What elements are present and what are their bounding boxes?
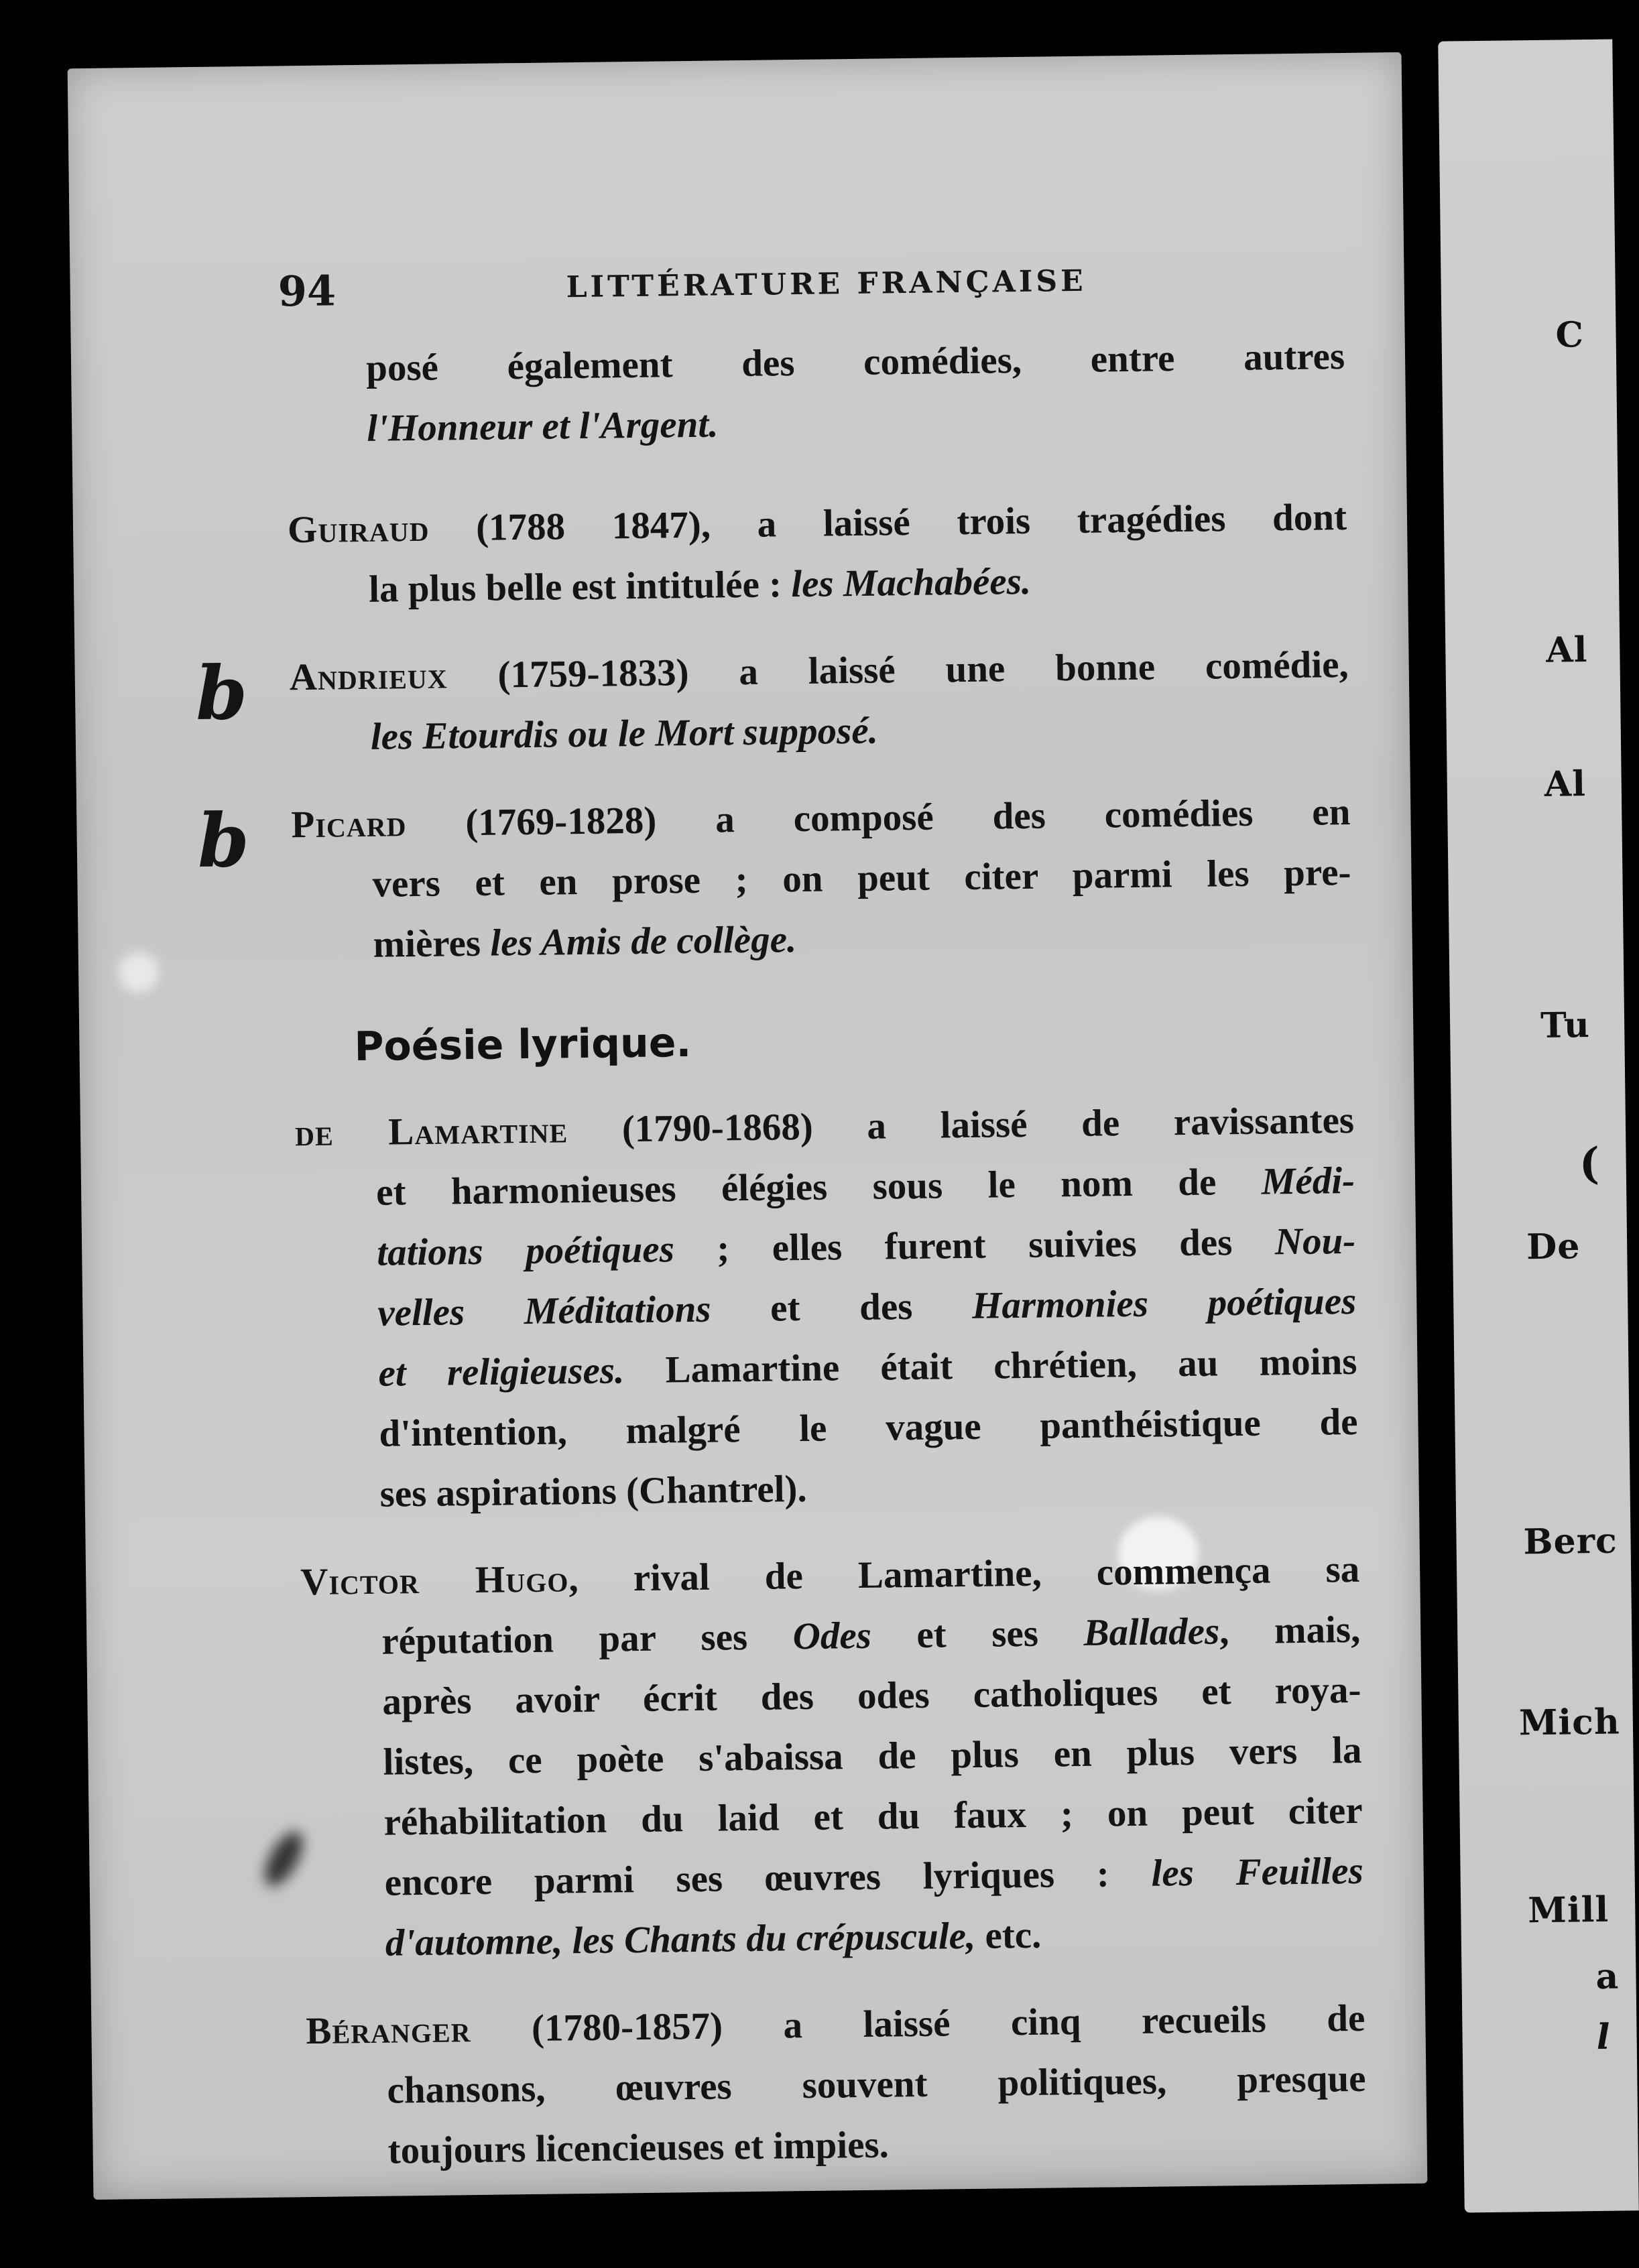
body-line <box>300 1548 1360 1604</box>
italic-run: Odes <box>792 1614 872 1658</box>
italic-run: les Amis de collège. <box>489 918 797 964</box>
text-run: la plus belle est intitulée : <box>368 563 792 611</box>
body-line <box>387 2123 889 2173</box>
italic-run: Ballades <box>1083 1610 1220 1654</box>
body-line <box>377 1219 1356 1275</box>
text-run: ; elles furent suivies des <box>674 1220 1276 1271</box>
italic-run: d'automne, les Chants du crépuscule, <box>385 1914 976 1964</box>
body-line <box>369 560 1032 611</box>
author-name: Victor Hugo <box>300 1558 569 1604</box>
body-line <box>291 790 1351 846</box>
body-line <box>383 1728 1362 1784</box>
body-line <box>373 918 796 966</box>
body-line <box>370 709 878 759</box>
body-line <box>382 1668 1361 1724</box>
text-run: (1790-1868) a laissé de ravissantes <box>567 1098 1355 1151</box>
italic-run: tations poétiques <box>376 1228 675 1274</box>
text-run: mières <box>373 922 491 966</box>
body-line <box>379 1400 1358 1456</box>
page-header <box>70 253 1404 323</box>
body-line <box>381 1608 1361 1663</box>
ink-blot <box>257 1826 310 1892</box>
adjacent-page-fragment: Mill <box>1527 1889 1610 1932</box>
text-run: et des <box>711 1284 973 1330</box>
text-run: et ses <box>871 1611 1084 1657</box>
italic-run: l'Honneur et l'Argent. <box>366 403 719 450</box>
body-line <box>306 1997 1365 2053</box>
author-name: Andrieux <box>289 654 448 699</box>
handwritten-margin-mark: b <box>195 649 248 737</box>
text-run: (1780-1857) a laissé cinq recueils de <box>471 1997 1365 2051</box>
text-run: chansons, œuvres souvent politiques, presque <box>387 2057 1366 2112</box>
body-line <box>376 1159 1355 1214</box>
text-run: toujours licencieuses et impies. <box>387 2123 890 2172</box>
italic-run: les Feuilles <box>1151 1849 1364 1895</box>
author-name: Picard <box>291 802 407 846</box>
text-run: encore parmi ses œuvres lyriques : <box>384 1852 1152 1904</box>
italic-run: Harmonies poétiques <box>971 1279 1357 1327</box>
adjacent-page-fragment: Tu <box>1540 1005 1591 1046</box>
section-heading: Poésie lyrique. <box>354 1019 692 1071</box>
adjacent-page-fragment: C <box>1555 314 1585 356</box>
text-run: , rival de Lamartine, commença sa <box>568 1548 1360 1600</box>
body-line <box>379 1467 807 1516</box>
body-line <box>387 2057 1366 2113</box>
italic-run: velles Méditations <box>377 1287 711 1334</box>
text-run: etc. <box>975 1913 1042 1957</box>
text-run: (1769-1828) a composé des comédies en <box>406 790 1351 845</box>
text-run: et harmonieuses élégies sous le nom de <box>375 1160 1262 1214</box>
adjacent-page-fragment: Berc <box>1523 1520 1618 1563</box>
adjacent-page-fragment: l <box>1596 2016 1611 2058</box>
text-run: après avoir écrit des odes catholiques et roya- <box>382 1668 1361 1723</box>
body-line <box>366 334 1345 390</box>
text-run: réhabilitation du laid et du faux ; on peut citer <box>383 1789 1363 1844</box>
body-line <box>289 643 1349 699</box>
text-run: d'intention, malgré le vague panthéistique de <box>379 1400 1358 1455</box>
text-run: vers et en prose ; on peut citer parmi les pre- <box>372 850 1351 905</box>
body-line <box>385 1913 1041 1965</box>
body-line <box>295 1098 1355 1155</box>
body-line <box>378 1340 1357 1395</box>
adjacent-page-fragment: a <box>1595 1956 1620 1998</box>
italic-run: les Machabées. <box>790 560 1032 606</box>
body-line <box>372 850 1351 906</box>
body-line <box>384 1849 1363 1905</box>
book-page <box>68 52 1428 2200</box>
paper-stain <box>119 952 160 993</box>
body-line <box>377 1279 1357 1335</box>
author-name: Guiraud <box>287 507 430 552</box>
text-run: réputation par ses <box>381 1615 794 1663</box>
italic-run: Médi- <box>1261 1159 1355 1203</box>
body-line <box>367 402 719 450</box>
body-line <box>383 1789 1363 1844</box>
adjacent-page-fragment: Mich <box>1518 1701 1621 1744</box>
body-line <box>288 495 1347 552</box>
italic-run: et religieuses. <box>378 1349 625 1395</box>
author-name: Béranger <box>306 2008 471 2053</box>
adjacent-page-fragment: ( <box>1579 1138 1601 1190</box>
text-run: ses aspirations (Chantrel). <box>379 1467 808 1515</box>
text-run: (1759-1833) a laissé une bonne comédie, <box>447 643 1349 697</box>
adjacent-page-fragment: Al <box>1545 629 1588 671</box>
italic-run: les Etourdis ou le Mort supposé. <box>370 709 879 758</box>
page-number: 94 <box>278 266 337 316</box>
author-name: de Lamartine <box>294 1109 568 1155</box>
text-run: Lamartine était chrétien, au moins <box>623 1340 1357 1392</box>
adjacent-page-fragment: Al <box>1544 763 1587 805</box>
running-head: LITTÉRATURE FRANÇAISE <box>566 263 1087 305</box>
adjacent-page-edge <box>1438 40 1639 2213</box>
handwritten-margin-mark: b <box>196 797 250 884</box>
italic-run: Nou- <box>1274 1219 1356 1263</box>
text-run: (1788 1847), a laissé trois tragédies dont <box>429 496 1347 550</box>
text-run: posé également des comédies, entre autres <box>365 335 1345 389</box>
text-run: listes, ce poète s'abaissa de plus en plus vers la <box>383 1728 1362 1783</box>
adjacent-page-fragment: De <box>1526 1226 1581 1268</box>
text-run: , mais, <box>1219 1608 1361 1653</box>
